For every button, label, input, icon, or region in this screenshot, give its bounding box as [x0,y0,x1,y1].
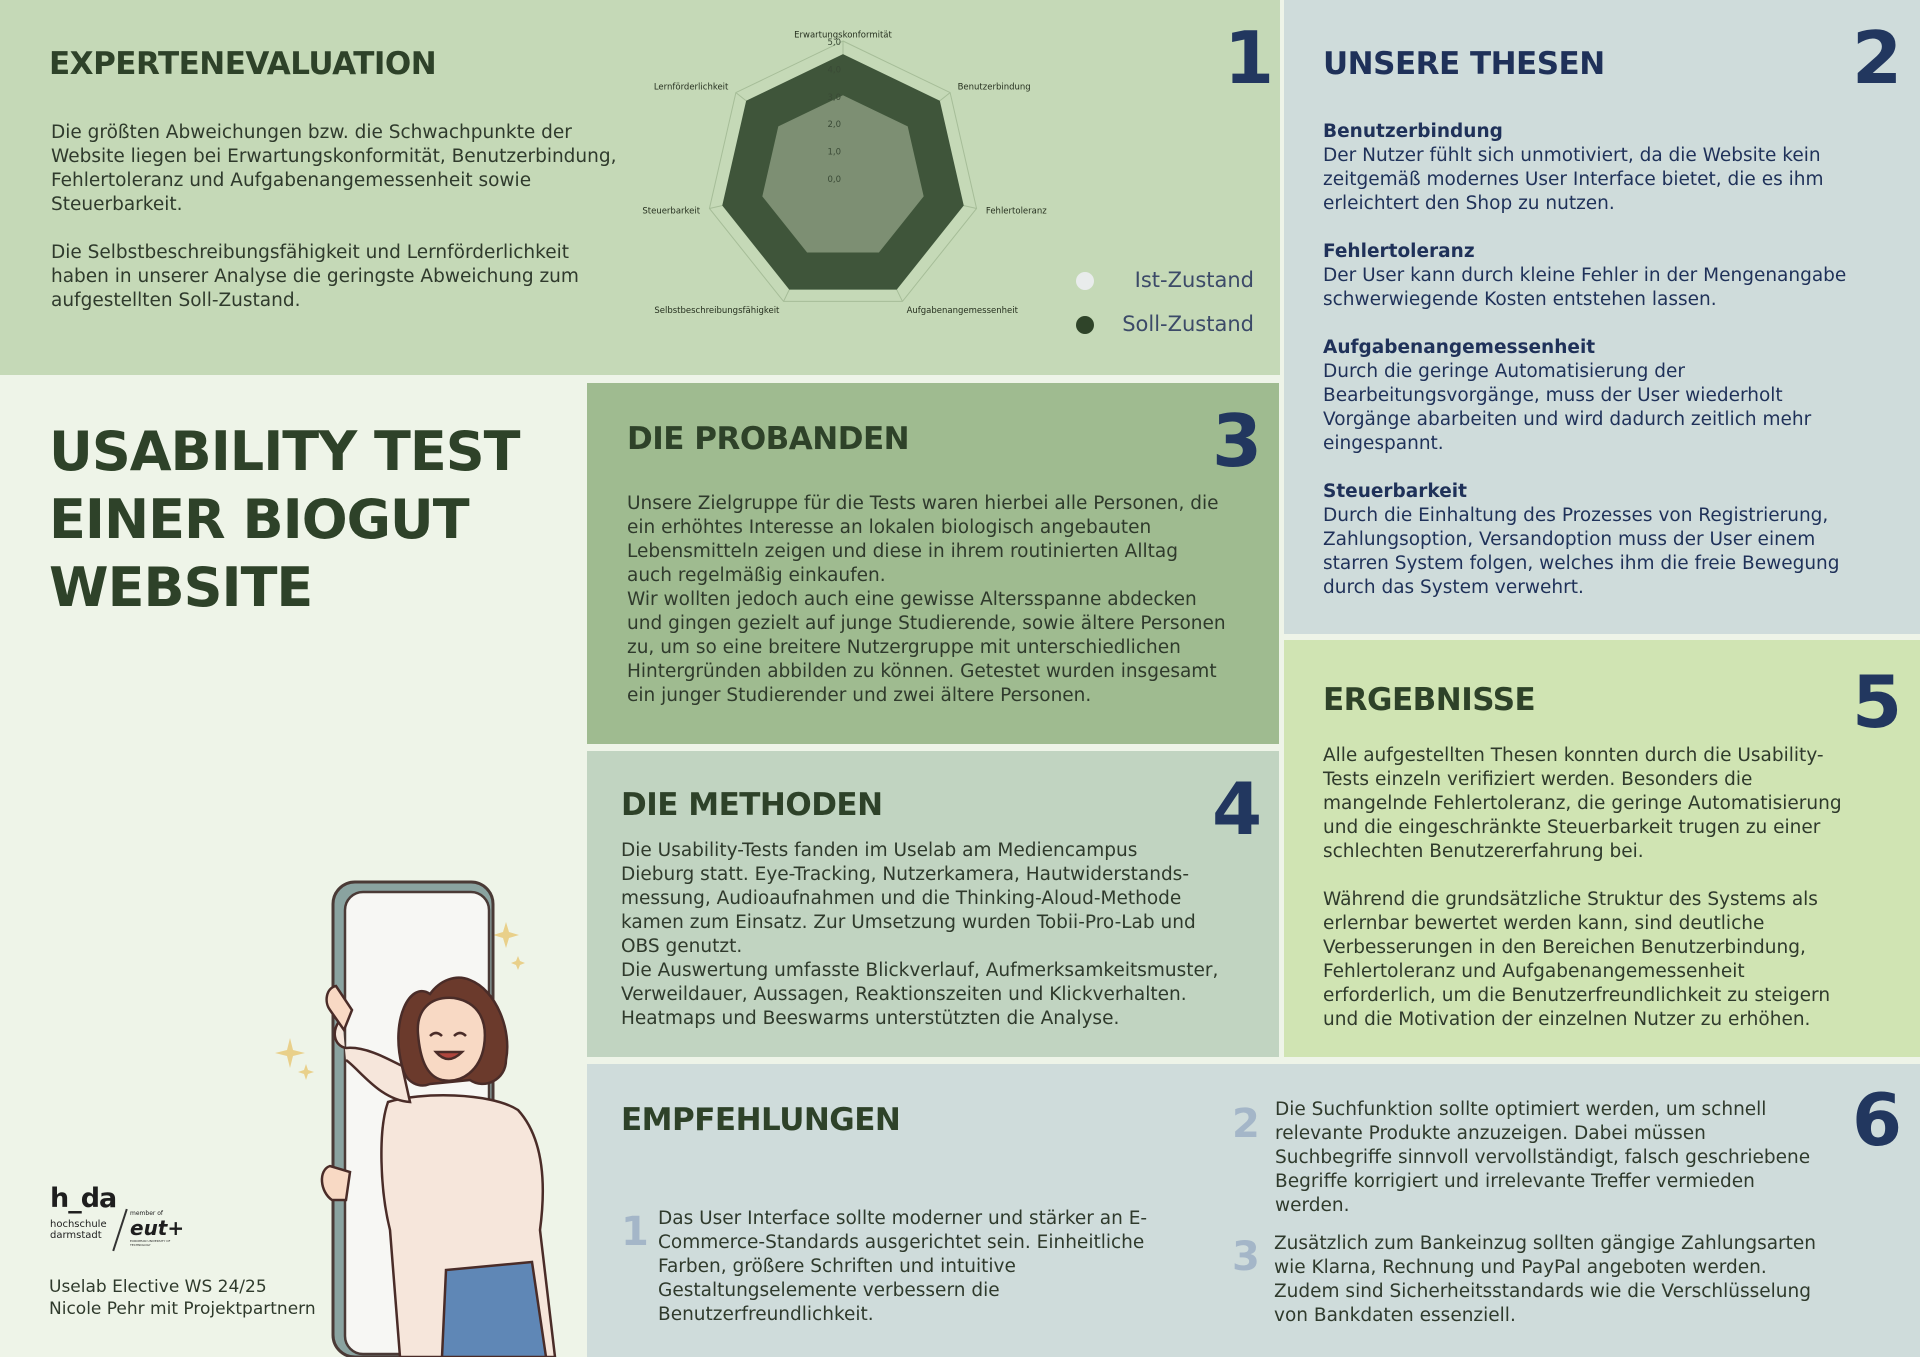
panel-expertenevaluation [0,0,1280,375]
radar-tick-label: 1,0 [827,147,841,158]
these-text: Durch die geringe Automatisierung der Bearbeitungsvorgänge, muss der User wiederholt Vorgänge abarbeiten und wird dadurch zeitlich mehr eingespannt. [1323,361,1812,454]
hda-logo-text: darmstadt [50,1230,102,1241]
eut-logo-mark: eut+ [130,1216,185,1240]
these-item [1323,120,1913,216]
logo-divider [112,1209,127,1251]
radar-tick-label: 2,0 [827,120,841,131]
radar-axis-label: Steuerbarkeit [642,206,701,217]
eut-member-label: member of [130,1210,164,1217]
panel-empfehlungen [587,1064,1920,1357]
legend-item-soll [1076,316,1094,334]
hda-logo [50,1183,117,1241]
hda-logo-text: hochschule [50,1219,107,1230]
section-title: UNSERE THESEN [1323,46,1605,82]
radar-axis-label: Aufgabenangemessenheit [906,306,1018,317]
eut-logo-sub: EUROPEAN UNIVERSITY OF TECHNOLOGY [130,1239,171,1247]
recommendation-text: Das User Interface sollte moderner und stärker an E- Commerce-Standards ausgerichtet sein. Einheitliche Farben, größere Schriften und intuitive Gestaltungselemente verbessern die Benutzerfreundlichkeit. [658,1208,1148,1325]
these-heading: Fehlertoleranz [1323,241,1475,262]
footer-line: Uselab Elective WS 24/25 [49,1277,267,1297]
section-title: DIE PROBANDEN [627,421,910,457]
main-title-line: EINER BIOGUT [49,488,469,551]
radar-axis-label: Selbstbeschreibungsfähigkeit [654,306,780,317]
paragraph: Alle aufgestellten Thesen konnten durch die Usability- Tests einzeln verifiziert werden. Besonders die mangelnde Fehlertoleranz, die geringe Automatisierung und die eingeschränkte Steuerbarkeit trugen zu einer schlechten Benutzererfahrung bei. [1323,745,1842,862]
these-heading: Aufgabenangemessenheit [1323,337,1596,358]
these-item [1323,240,1913,312]
these-text: Der Nutzer fühlt sich unmotiviert, da die Website kein zeitgemäß modernes User Interface bietet, die es ihm erleichtert den Shop zu nutzen. [1323,145,1824,214]
main-title-line: USABILITY TEST [49,420,520,483]
main-title-line: WEBSITE [49,556,313,619]
panel-ergebnisse [1284,640,1920,1057]
section-body [627,492,1267,708]
paragraph: Die Usability-Tests fanden im Uselab am Mediencampus Dieburg statt. Eye-Tracking, Nutzerkamera, Hautwiderstands- messung, Audioaufnahmen und die Thinking-Aloud-Methode kamen zum Einsatz. Zur Umsetzung wurden Tobii-Pro-Lab und OBS genutzt. Die Auswertung umfasste Blickverlauf, Aufmerksamkeitsmuster, Verweildauer, Aussagen, Reaktionszeiten und Klickverhalten. Heatmaps und Beeswarms unterstützten die Analyse. [621,840,1219,1029]
radar-chart [640,30,1060,344]
section-number: 3 [1212,399,1263,483]
section-number: 4 [1212,767,1263,851]
recommendation-text: Zusätzlich zum Bankeinzug sollten gängige Zahlungsarten wie Klarna, Rechnung und PayPal angeboten werden. Zudem sind Sicherheitsstandards wie die Verschlüsselung von Bankdaten essenziell. [1274,1233,1817,1326]
section-number: 1 [1224,16,1275,100]
these-heading: Steuerbarkeit [1323,481,1467,502]
radar-tick-label: 0,0 [827,175,841,185]
recommendation-number: 2 [1232,1101,1260,1147]
section-number: 2 [1852,16,1903,100]
section-body [1323,744,1913,1032]
eut-logo [130,1210,200,1247]
section-body [51,121,651,313]
section-title: ERGEBNISSE [1323,682,1536,718]
radar-axis-label: Erwartungskonformität [794,30,892,41]
paragraph: Die größten Abweichungen bzw. die Schwachpunkte der Website liegen bei Erwartungskonformität, Benutzerbindung, Fehlertoleranz und Aufgabenangemessenheit sowie Steuerbarkeit. [51,122,617,215]
section-title: EMPFEHLUNGEN [621,1102,901,1138]
panel-thesen [1284,0,1920,634]
radar-tick-label: 5,0 [827,38,841,48]
section-title: DIE METHODEN [621,787,883,823]
thesen-list [1323,120,1913,600]
recommendation-number: 1 [621,1209,649,1255]
legend-item-ist [1076,272,1094,290]
footer-credits [49,1276,316,1320]
radar-tick-label: 4,0 [827,65,841,76]
section-number: 5 [1852,660,1903,744]
these-item [1323,336,1913,456]
radar-tick-label: 3,0 [827,92,841,103]
these-heading: Benutzerbindung [1323,121,1503,142]
legend-label-ist: Ist-Zustand [1134,268,1254,292]
legend-label-soll: Soll-Zustand [1122,312,1254,336]
panel-probanden [587,383,1279,744]
these-item [1323,480,1913,600]
section-title: EXPERTENEVALUATION [49,46,437,82]
panel-methoden [587,751,1279,1057]
radar-axis-label: Benutzerbindung [957,82,1031,93]
main-title [49,418,519,622]
paragraph: Die Selbstbeschreibungsfähigkeit und Lernförderlichkeit haben in unserer Analyse die geringste Abweichung zum aufgestellten Soll-Zustand. [51,242,579,311]
hda-logo-mark: h_da [50,1183,117,1214]
section-number: 6 [1852,1078,1903,1162]
radar-axis-label: Lernförderlichkeit [653,82,729,93]
paragraph: Während die grundsätzliche Struktur des Systems als erlernbar bewertet werden kann, sind deutliche Verbesserungen in den Bereichen Benutzerbindung, Fehlertoleranz und Aufgabenangemessenheit erforderlich, um die Benutzerfreundlichkeit zu steigern und die Motivation der einzelnen Nutzer zu erhöhen. [1323,889,1831,1030]
paragraph: Unsere Zielgruppe für die Tests waren hierbei alle Personen, die ein erhöhtes Interesse an lokalen biologisch angebauten Lebensmitteln zeigen und diese in ihrem routinierten Alltag auch regelmäßig einkaufen. Wir wollten jedoch auch eine gewisse Altersspanne abdecken und gingen gezielt auf junge Studierende, sowie ältere Personen zu, um so eine breitere Nutzergruppe mit unterschiedlichen Hintergründen abbilden zu können. Getestet wurden insgesamt ein junger Studierender und zwei ältere Personen. [627,493,1226,706]
recommendation-number: 3 [1232,1234,1260,1280]
recommendation-text: Die Suchfunktion sollte optimiert werden, um schnell relevante Produkte anzuzeigen. Dabei müssen Suchbegriffe sinnvoll vervollständigt, falsch geschriebene Begriffe korrigiert und irrelevante Treffer vermieden werden. [1275,1099,1811,1216]
these-text: Durch die Einhaltung des Prozesses von Registrierung, Zahlungsoption, Versandoption muss der User einem starren System folgen, welches ihm die freie Bewegung durch das System verwehrt. [1323,505,1840,598]
radar-axis-label: Fehlertoleranz [985,206,1047,217]
footer-line: Nicole Pehr mit Projektpartnern [49,1299,316,1319]
section-body [621,839,1271,1031]
these-text: Der User kann durch kleine Fehler in der Mengenangabe schwerwiegende Kosten entstehen lassen. [1323,265,1847,310]
